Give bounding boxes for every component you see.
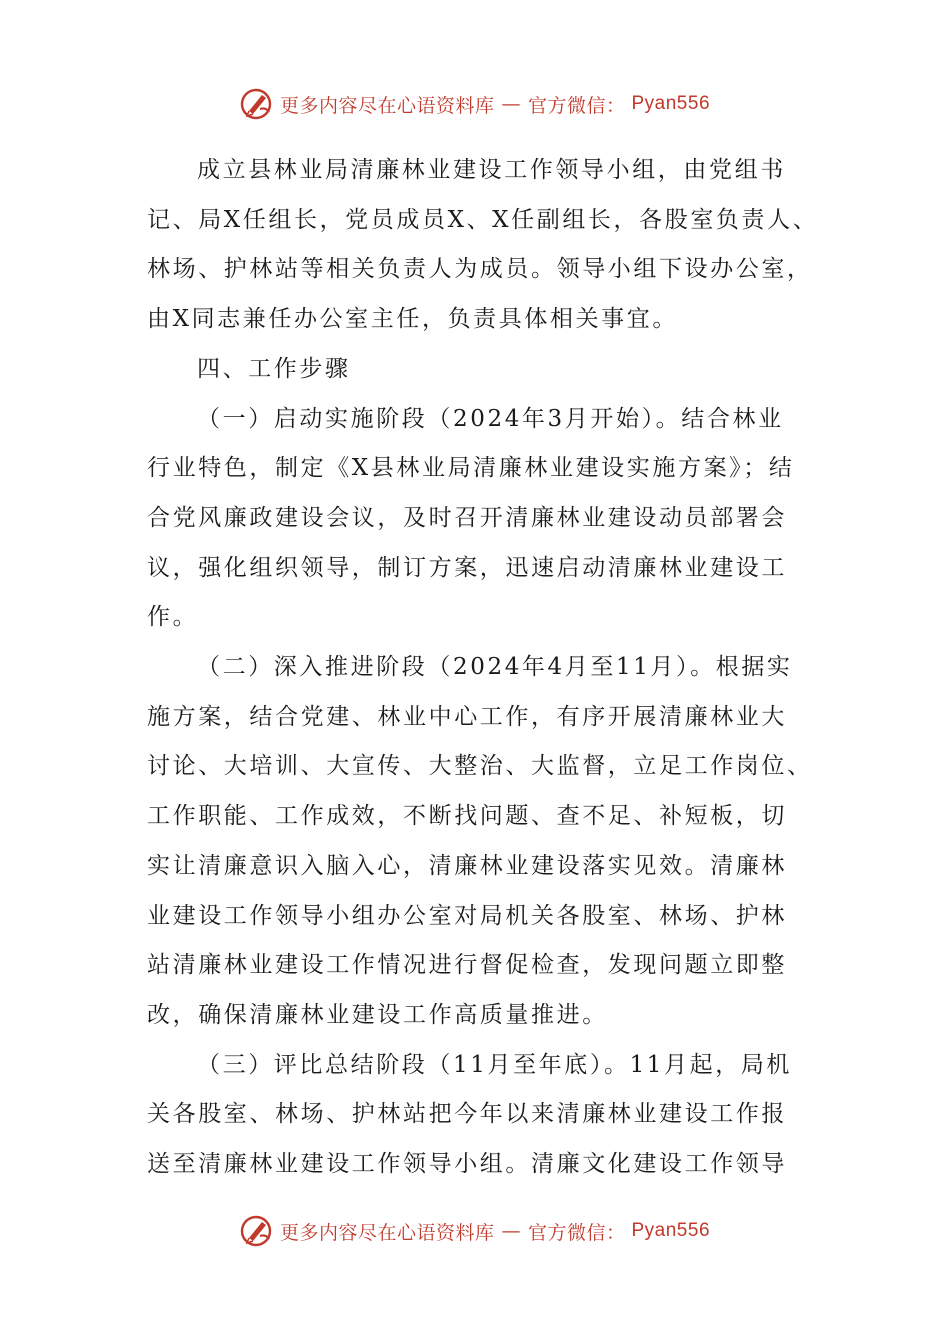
text-line: 站清廉林业建设工作情况进行督促检查，发现问题立即整 bbox=[147, 952, 787, 979]
watermark-main-text: 更多内容尽在心语资料库 bbox=[279, 94, 495, 117]
text-line: 实让清廉意识入脑入心，清廉林业建设落实见效。清廉林 bbox=[147, 852, 787, 879]
header-watermark bbox=[0, 84, 950, 124]
text-line: 成立县林业局清廉林业建设工作领导小组，由党组书 bbox=[197, 157, 786, 183]
watermark-wechat-id: Pyan556 bbox=[631, 93, 711, 114]
text-line: （一）启动实施阶段（2024年3月开始）。结合林业 bbox=[197, 405, 784, 432]
pen-logo-icon bbox=[240, 87, 274, 121]
text-line: 关各股室、林场、护林站把今年以来清廉林业建设工作报 bbox=[147, 1101, 787, 1128]
document-body bbox=[147, 146, 819, 1190]
text-line: （二）深入推进阶段（2024年4月至11月）。根据实 bbox=[197, 654, 793, 681]
watermark-separator: — bbox=[501, 93, 521, 115]
text-line: 作。 bbox=[147, 604, 199, 631]
text-line: 业建设工作领导小组办公室对局机关各股室、林场、护林 bbox=[147, 902, 787, 929]
footer-watermark bbox=[0, 1211, 950, 1251]
watermark-separator: — bbox=[501, 1220, 521, 1242]
text-line: 林场、护林站等相关负责人为成员。领导小组下设办公室， bbox=[147, 256, 813, 283]
watermark-wechat-label: 官方微信： bbox=[527, 94, 626, 117]
text-line: 由X同志兼任办公室主任，负责具体相关事宜。 bbox=[147, 306, 678, 333]
pen-logo-icon bbox=[240, 1214, 274, 1248]
watermark-main-text: 更多内容尽在心语资料库 bbox=[279, 1221, 495, 1244]
text-line: 讨论、大培训、大宣传、大整治、大监督，立足工作岗位、 bbox=[147, 753, 813, 780]
watermark-wechat-label: 官方微信： bbox=[527, 1221, 626, 1244]
text-line: 合党风廉政建设会议，及时召开清廉林业建设动员部署会 bbox=[147, 504, 787, 531]
text-line: 施方案，结合党建、林业中心工作，有序开展清廉林业大 bbox=[147, 703, 787, 730]
text-line: 四、工作步骤 bbox=[197, 355, 351, 382]
text-line: 送至清廉林业建设工作领导小组。清廉文化建设工作领导 bbox=[147, 1151, 787, 1178]
text-line: 工作职能、工作成效，不断找问题、查不足、补短板，切 bbox=[147, 803, 787, 830]
text-line: 记、局X任组长，党员成员X、X任副组长，各股室负责人、 bbox=[147, 206, 819, 233]
text-line: 改，确保清廉林业建设工作高质量推进。 bbox=[147, 1001, 608, 1028]
text-line: （三）评比总结阶段（11月至年底）。11月起，局机 bbox=[197, 1051, 793, 1078]
text-line: 议，强化组织领导，制订方案，迅速启动清廉林业建设工 bbox=[147, 554, 787, 581]
watermark-wechat-id: Pyan556 bbox=[631, 1220, 711, 1241]
text-line: 行业特色，制定《X县林业局清廉林业建设实施方案》；结 bbox=[147, 455, 795, 482]
